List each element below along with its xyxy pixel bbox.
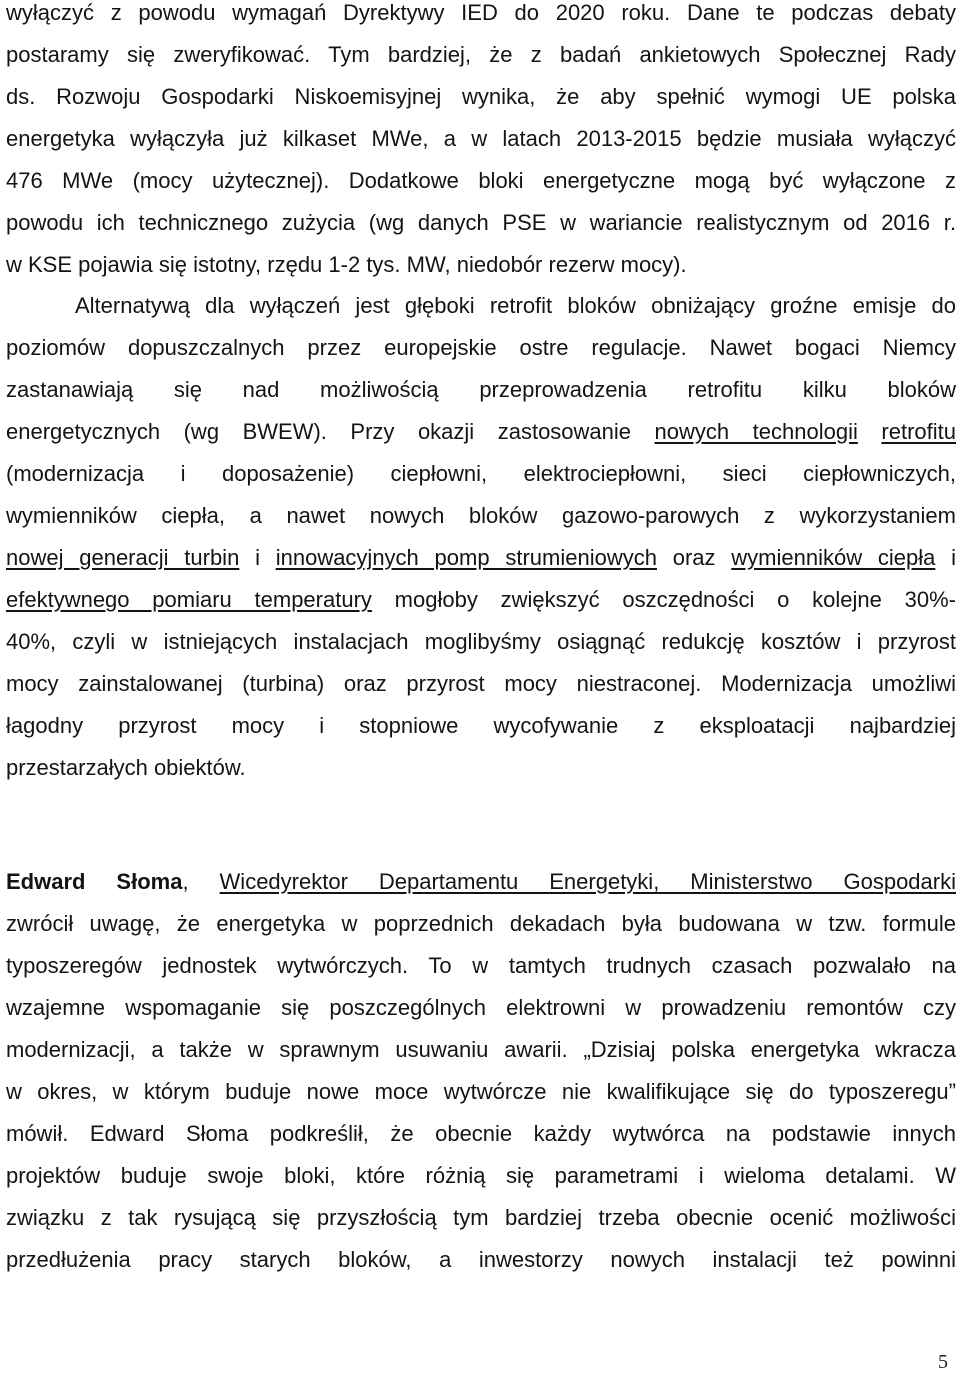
text-line: 476 MWe (mocy użytecznej). Dodatkowe bloki energetyczne mogą być wyłączone z [6,168,956,193]
page-number: 5 [938,1351,948,1373]
text-line: mówił. Edward Słoma podkreślił, że obecnie każdy wytwórca na podstawie innych [6,1121,956,1146]
text-line: w okres, w którym buduje nowe moce wytwórcze nie kwalifikujące się do typoszeregu” [6,1079,956,1104]
underlined-phrase: efektywnego pomiaru temperatury [6,587,372,612]
text-line [6,541,956,575]
underlined-phrase: innowacyjnych pomp strumieniowych [275,545,657,570]
text-run: oraz [656,545,732,570]
speaker-title: Wicedyrektor Departamentu Energetyki, Ministerstwo Gospodarki [219,869,956,894]
text-run: i [935,545,956,570]
text-line: w KSE pojawia się istotny, rzędu 1-2 tys. MW, niedobór rezerw mocy). [6,252,687,277]
text-run: i [239,545,276,570]
text-line: wzajemne wspomaganie się poszczególnych elektrowni w prowadzeniu remontów czy [6,995,956,1020]
text-line: modernizacji, a także w sprawnym usuwaniu awarii. „Dzisiaj polska energetyka wkracza [6,1037,956,1062]
text-line: poziomów dopuszczalnych przez europejskie ostre regulacje. Nawet bogaci Niemcy [6,335,956,360]
text-line: ds. Rozwoju Gospodarki Niskoemisyjnej wynika, że aby spełnić wymogi UE polska [6,84,956,109]
text-line: zwrócił uwagę, że energetyka w poprzednich dekadach była budowana w tzw. formule [6,911,956,936]
text-run [858,419,882,444]
text-line: wymienników ciepła, a nawet nowych bloków gazowo-parowych z wykorzystaniem [6,503,956,528]
text-line: energetyka wyłączyła już kilkaset MWe, a w latach 2013-2015 będzie musiała wyłączyć [6,126,956,151]
text-line [6,865,956,899]
text-run: , [182,869,220,894]
speaker-name: Edward Słoma [6,869,183,894]
text-line [6,583,956,617]
text-line [6,415,956,449]
underlined-phrase: nowej generacji turbin [6,545,240,570]
text-line: związku z tak rysującą się przyszłością tym bardziej trzeba obecnie ocenić możliwości [6,1205,956,1230]
paragraph-first-line: Alternatywą dla wyłączeń jest głęboki retrofit bloków obniżający groźne emisje do [75,293,956,318]
text-line: postaramy się zweryfikować. Tym bardziej, że z badań ankietowych Społecznej Rady [6,42,956,67]
text-line: typoszeregów jednostek wytwórczych. To w tamtych trudnych czasach pozwalało na [6,953,956,978]
text-line: przedłużenia pracy starych bloków, a inwestorzy nowych instalacji też powinni [6,1247,956,1272]
text-line: mocy zainstalowanej (turbina) oraz przyrost mocy niestraconej. Modernizacja umożliwi [6,671,956,696]
text-line: projektów buduje swoje bloki, które różnią się parametrami i wieloma detalami. W [6,1163,956,1188]
text-line: 40%, czyli w istniejących instalacjach moglibyśmy osiągnąć redukcję kosztów i przyrost [6,629,956,654]
underlined-phrase: retrofitu [881,419,956,444]
text-line: przestarzałych obiektów. [6,755,246,780]
text-line: (modernizacja i doposażenie) ciepłowni, elektrociepłowni, sieci ciepłowniczych, [6,461,956,486]
text-run: energetycznych (wg BWEW). Przy okazji zastosowanie [6,419,655,444]
text-line: powodu ich technicznego zużycia (wg danych PSE w wariancie realistycznym od 2016 r. [6,210,956,235]
text-line: zastanawiają się nad możliwością przeprowadzenia retrofitu kilku bloków [6,377,956,402]
text-run: mogłoby zwiększyć oszczędności o kolejne 30%- [371,587,956,612]
text-line: łagodny przyrost mocy i stopniowe wycofywanie z eksploatacji najbardziej [6,713,956,738]
underlined-phrase: wymienników ciepła [731,545,936,570]
underlined-phrase: nowych technologii [654,419,858,444]
text-line: wyłączyć z powodu wymagań Dyrektywy IED do 2020 roku. Dane te podczas debaty [6,0,956,25]
